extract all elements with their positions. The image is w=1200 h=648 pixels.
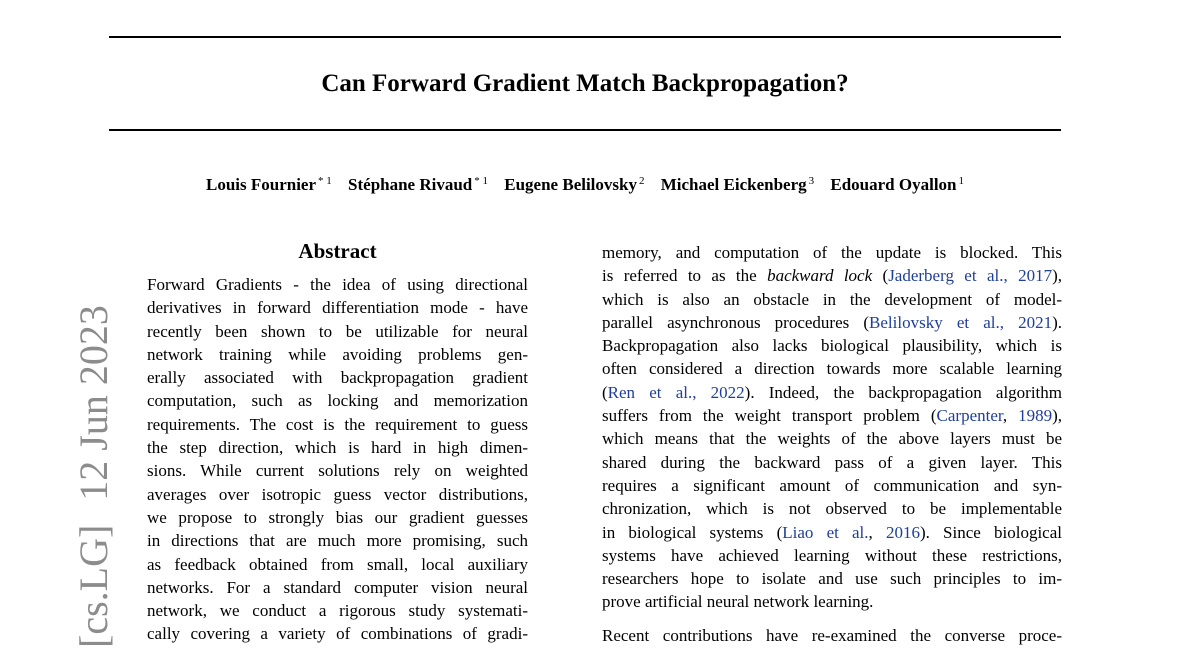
author-name: Michael Eickenberg <box>660 175 807 194</box>
citation-link[interactable]: Belilovsky et al., 2021 <box>869 312 1053 332</box>
author-4 <box>661 175 814 194</box>
body-line: systems have achieved learning without these restrictions, <box>602 545 1062 565</box>
citation-link[interactable]: Carpenter <box>936 406 1003 426</box>
abstract-line: sions. While current solutions rely on weighted <box>147 461 528 481</box>
citation-link[interactable]: Liao et al. <box>782 522 869 542</box>
abstract-line: networks. For a standard computer vision neural <box>147 577 528 597</box>
paper-title: Can Forward Gradient Match Backpropagation? <box>321 70 849 97</box>
backward-lock-term: backward lock <box>767 266 873 286</box>
body-line: researchers hope to isolate and use such principles to im- <box>602 569 1062 589</box>
author-5 <box>830 175 964 194</box>
body-line: is referred to as the backward lock (Jaderberg et al., 2017), <box>602 266 1062 286</box>
author-name: Edouard Oyallon <box>830 175 957 194</box>
abstract-line: network training while avoiding problems gen- <box>147 344 528 364</box>
arxiv-date: 12 Jun 2023 <box>71 305 116 501</box>
citation-link[interactable]: Jaderberg et al., 2017 <box>888 266 1053 286</box>
author-affiliation: * 1 <box>474 175 489 187</box>
abstract-paragraph <box>147 273 528 646</box>
abstract-body <box>147 273 528 646</box>
body-line: which is also an obstacle in the development of model- <box>602 289 1062 309</box>
abstract-line: averages over isotropic guess vector distributions, <box>147 484 528 504</box>
introduction-body <box>602 241 1062 647</box>
author-1 <box>206 175 332 194</box>
body-line: requires a significant amount of communication and syn- <box>602 475 1062 495</box>
abstract-line: the step direction, which is hard in high dimen- <box>147 438 528 458</box>
body-paragraph-2 <box>602 624 1062 647</box>
abstract-line: erally associated with backpropagation gradient <box>147 368 528 388</box>
abstract-line: derivatives in forward differentiation mode - have <box>147 298 528 318</box>
body-line: chronization, which is not observed to be implementable <box>602 499 1062 519</box>
body-line: parallel asynchronous procedures (Belilovsky et al., 2021). <box>602 312 1062 332</box>
abstract-line: network, we conduct a rigorous study systemati- <box>147 601 528 621</box>
arxiv-category: [cs.LG] <box>71 524 116 648</box>
author-3 <box>504 175 644 194</box>
abstract-line: recently been shown to be utilizable for neural <box>147 321 528 341</box>
abstract-line: requirements. The cost is the requirement to guess <box>147 414 528 434</box>
author-affiliation: 3 <box>808 175 815 187</box>
abstract-line: Forward Gradients - the idea of using directional <box>147 275 528 294</box>
author-affiliation: 2 <box>638 175 645 187</box>
body-line: suffers from the weight transport problem (Carpenter, 1989), <box>602 406 1063 426</box>
body-line: Backpropagation also lacks biological plausibility, which is <box>602 336 1062 356</box>
title-rule-top <box>109 36 1061 38</box>
abstract-line: in directions that are much more promising, such <box>147 531 528 551</box>
author-name: Stéphane Rivaud <box>348 175 473 194</box>
body-line: Recent contributions have re-examined the converse proce- <box>602 625 1062 645</box>
body-line: in biological systems (Liao et al., 2016). Since biological <box>602 522 1062 542</box>
title-rule-bottom <box>109 129 1061 131</box>
abstract-line: we propose to strongly bias our gradient guesses <box>147 507 528 527</box>
body-line: prove artificial neural network learning. <box>602 592 874 612</box>
body-paragraph-1 <box>602 241 1062 614</box>
body-line: which means that the weights of the above layers must be <box>602 429 1062 449</box>
author-list <box>100 174 1070 196</box>
body-line: (Ren et al., 2022). Indeed, the backpropagation algorithm <box>602 382 1063 402</box>
citation-year-link[interactable]: 2016 <box>885 522 920 542</box>
arxiv-watermark <box>72 305 116 648</box>
abstract-line: cally covering a variety of combinations of gradi- <box>147 624 528 644</box>
author-name: Eugene Belilovsky <box>504 175 637 194</box>
abstract-line: computation, such as locking and memorization <box>147 391 528 411</box>
body-line: shared during the backward pass of a given layer. This <box>602 452 1062 472</box>
citation-year-link[interactable]: 1989 <box>1018 406 1053 426</box>
author-affiliation: * 1 <box>318 175 332 187</box>
abstract-line: as feedback obtained from small, local auxiliary <box>147 554 528 574</box>
citation-link[interactable]: Ren et al., 2022 <box>607 382 745 402</box>
author-2 <box>348 175 488 194</box>
author-name: Louis Fournier <box>205 175 317 194</box>
body-line: memory, and computation of the update is blocked. This <box>602 243 1062 262</box>
author-affiliation: 1 <box>958 175 965 187</box>
abstract-heading: Abstract <box>298 239 377 263</box>
body-line: often considered a direction towards more scalable learning <box>602 359 1062 379</box>
